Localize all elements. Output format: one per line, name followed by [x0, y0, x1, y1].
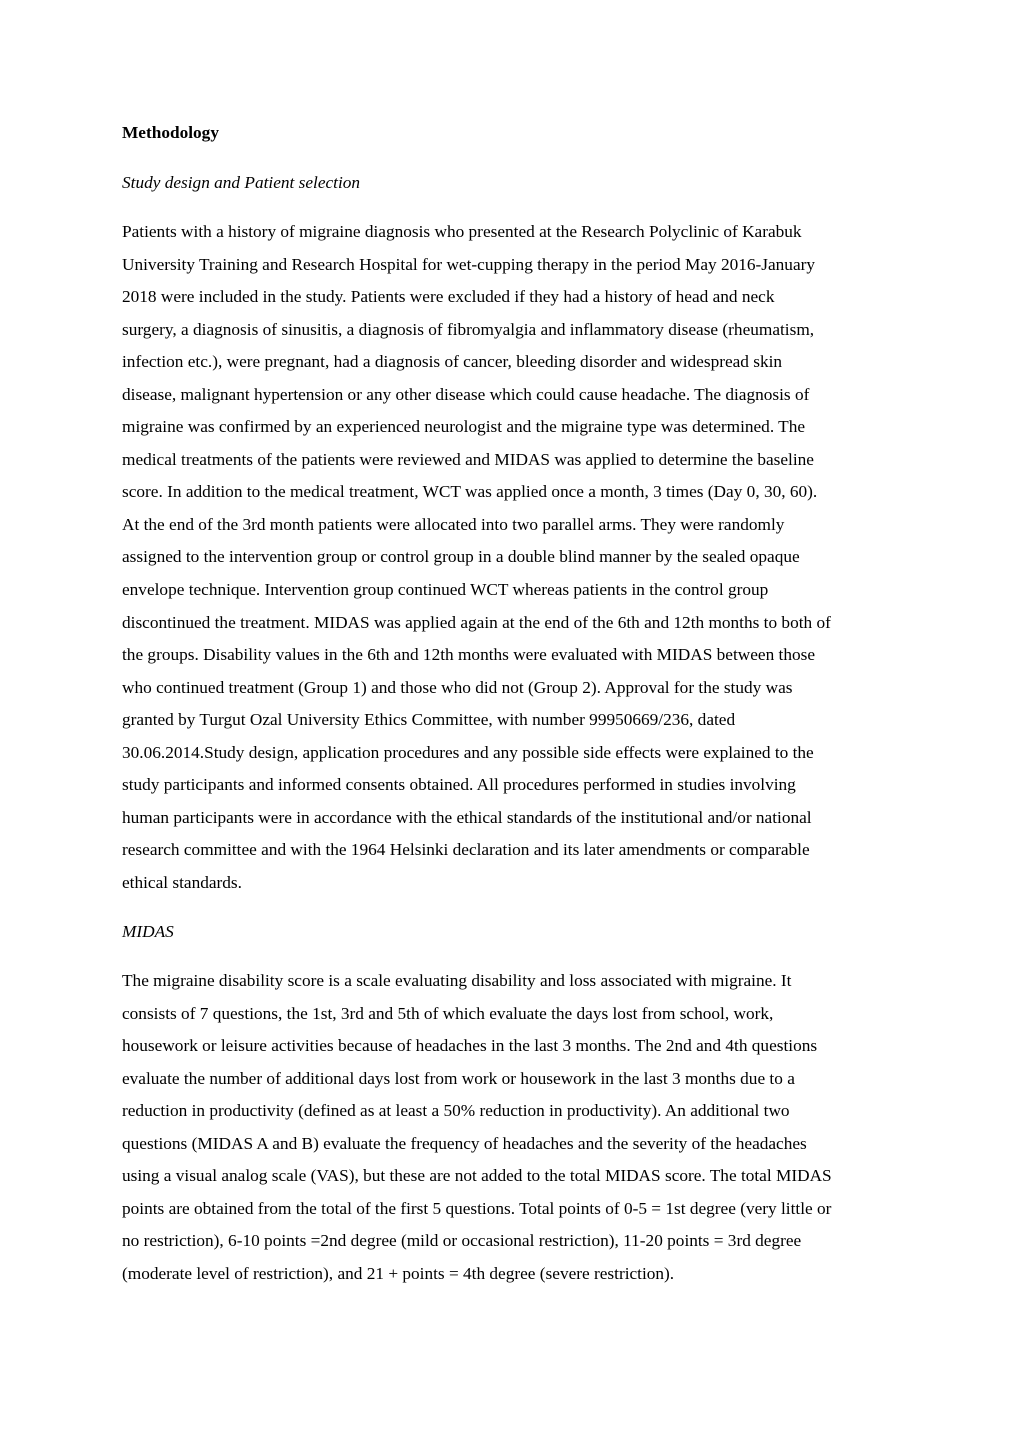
- text-line: The migraine disability score is a scale evaluating disability and loss associated with migraine. It: [122, 971, 792, 990]
- section-title-study-design: [122, 167, 912, 200]
- text-line: housework or leisure activities because of headaches in the last 3 months. The 2nd and 4th questions: [122, 1036, 818, 1056]
- text-line: medical treatments of the patients were reviewed and MIDAS was applied to determine the baseline: [122, 449, 814, 469]
- document-heading: [122, 117, 912, 150]
- text-line: surgery, a diagnosis of sinusitis, a diagnosis of fibromyalgia and inflammatory disease (rheumatism,: [122, 319, 815, 339]
- text-line: At the end of the 3rd month patients were allocated into two parallel arms. They were randomly: [122, 514, 785, 534]
- heading-text: Methodology: [122, 123, 219, 142]
- text-line: score. In addition to the medical treatment, WCT was applied once a month, 3 times (Day 0, 30, 60).: [122, 482, 818, 502]
- text-line: who continued treatment (Group 1) and those who did not (Group 2). Approval for the study was: [122, 677, 793, 697]
- section2-title: MIDAS: [122, 922, 174, 941]
- text-line: no restriction), 6-10 points =2nd degree (mild or occasional restriction), 11-20 points = 3rd degree: [122, 1231, 802, 1251]
- text-line: Patients with a history of migraine diagnosis who presented at the Research Polyclinic of Karabuk: [122, 222, 802, 241]
- text-line: the groups. Disability values in the 6th and 12th months were evaluated with MIDAS between those: [122, 645, 816, 665]
- text-line: granted by Turgut Ozal University Ethics Committee, with number 99950669/236, dated: [122, 710, 736, 730]
- text-line: human participants were in accordance with the ethical standards of the institutional and/or national: [122, 807, 812, 827]
- text-line: research committee and with the 1964 Helsinki declaration and its later amendments or comparable: [122, 840, 810, 860]
- text-line: ethical standards.: [122, 872, 242, 892]
- text-line: envelope technique. Intervention group continued WCT whereas patients in the control group: [122, 580, 769, 600]
- text-line: assigned to the intervention group or control group in a double blind manner by the sealed opaque: [122, 547, 800, 567]
- text-line: study participants and informed consents obtained. All procedures performed in studies involving: [122, 775, 796, 795]
- paragraph-study-design: [122, 216, 912, 899]
- text-line: discontinued the treatment. MIDAS was applied again at the end of the 6th and 12th months to both of: [122, 612, 831, 632]
- section1-title: Study design and Patient selection: [122, 173, 361, 192]
- text-line: disease, malignant hypertension or any other disease which could cause headache. The diagnosis of: [122, 384, 810, 404]
- text-line: (moderate level of restriction), and 21 + points = 4th degree (severe restriction).: [122, 1263, 675, 1283]
- text-line: reduction in productivity (defined as at least a 50% reduction in productivity). An additional two: [122, 1101, 790, 1121]
- text-line: questions (MIDAS A and B) evaluate the frequency of headaches and the severity of the headaches: [122, 1133, 807, 1153]
- section-title-midas: [122, 916, 912, 949]
- paragraph-midas: [122, 965, 912, 1290]
- text-line: points are obtained from the total of the first 5 questions. Total points of 0-5 = 1st degree (very little or: [122, 1198, 832, 1218]
- text-line: infection etc.), were pregnant, had a diagnosis of cancer, bleeding disorder and widespread skin: [122, 352, 783, 372]
- text-line: 30.06.2014.Study design, application procedures and any possible side effects were explained to the: [122, 742, 814, 762]
- text-line: using a visual analog scale (VAS), but these are not added to the total MIDAS score. The total MIDAS: [122, 1166, 832, 1186]
- text-line: University Training and Research Hospital for wet-cupping therapy in the period May 2016-January: [122, 254, 816, 274]
- text-line: evaluate the number of additional days lost from work or housework in the last 3 months due to a: [122, 1068, 795, 1088]
- text-line: migraine was confirmed by an experienced neurologist and the migraine type was determined. The: [122, 417, 806, 437]
- text-line: consists of 7 questions, the 1st, 3rd and 5th of which evaluate the days lost from school, work,: [122, 1003, 774, 1023]
- text-line: 2018 were included in the study. Patients were excluded if they had a history of head and neck: [122, 287, 775, 307]
